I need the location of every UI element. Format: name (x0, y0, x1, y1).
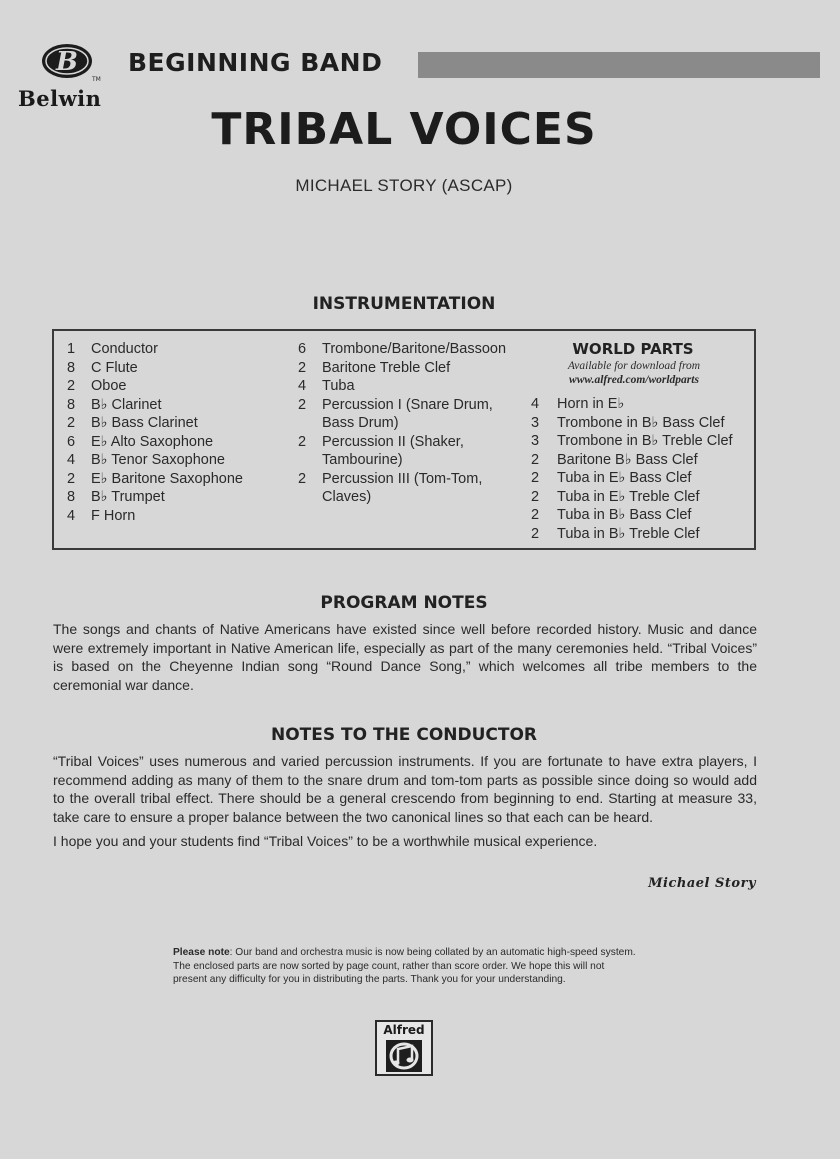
instrumentation-column-1 (67, 340, 243, 525)
list-item: 4 Tuba (298, 378, 355, 394)
trademark-mark: TM (92, 76, 101, 83)
please-note (173, 946, 639, 987)
conductor-notes-paragraph-1: “Tribal Voices” uses numerous and varied percussion instruments. If you are fortunate to have extra players, I recommend adding as many of them to the snare drum and tom-tom parts as possible since doing so would add to the overall tribal effect. There should be a general crescendo from beginning to end. Starting at measure 33, take care to ensure a proper balance between the two canonical lines so that each can be heard. (53, 753, 757, 825)
instrumentation-heading: INSTRUMENTATION (312, 294, 496, 314)
list-item: 2 Percussion III (Tom-Tom, Claves) (298, 470, 483, 505)
list-item: 2 Tuba in E♭ Bass Clef (531, 470, 692, 486)
list-item: 4 Horn in E♭ (531, 396, 625, 412)
list-item: 4 B♭ Tenor Saxophone (67, 452, 225, 468)
world-parts-url: www.alfred.com/worldparts (569, 374, 699, 386)
conductor-notes-heading: NOTES TO THE CONDUCTOR (270, 725, 538, 745)
list-item: 2 Percussion I (Snare Drum, Bass Drum) (298, 396, 493, 431)
alfred-music-icon (386, 1040, 422, 1072)
list-item: 8 B♭ Clarinet (67, 396, 162, 413)
list-item: 8 B♭ Trumpet (67, 489, 165, 505)
alfred-logo-text: Alfred (383, 1023, 425, 1037)
program-notes-text: The songs and chants of Native Americans have existed since well before recorded history. Music and dance were extremely important in Native American life, especially as part of the many ceremonies held. “Tribal Voices” is based on the Cheyenne Indian song “Round Dance Song,” which welcomes all tribe members to the ceremonial war dance. (53, 621, 757, 693)
world-parts-list (531, 395, 733, 543)
svg-text:B: B (56, 47, 78, 77)
list-item: 2 Baritone B♭ Bass Clef (531, 451, 698, 468)
list-item: 1 Conductor (67, 341, 158, 357)
world-parts-availability: Available for download from (567, 360, 701, 372)
alfred-logo (375, 1020, 433, 1076)
list-item: 2 Percussion II (Shaker, Tambourine) (298, 433, 464, 468)
world-parts-title: WORLD PARTS (572, 340, 694, 358)
piece-title: TRIBAL VOICES (211, 104, 597, 155)
program-notes-heading: PROGRAM NOTES (320, 593, 488, 613)
list-item: 3 Trombone in B♭ Treble Clef (531, 433, 733, 449)
list-item: 3 Trombone in B♭ Bass Clef (531, 414, 725, 431)
please-note-text: : Our band and orchestra music is now being collated by an automatic high-speed system. The enclosed parts are now sorted by page count, rather than score order. We hope this will not present any difficulty for you in distributing the parts. Thank you for your understanding. (173, 947, 636, 986)
list-item: 2 B♭ Bass Clarinet (67, 415, 198, 431)
composer: MICHAEL STORY (ASCAP) (295, 176, 513, 195)
series-title: BEGINNING BAND (128, 48, 383, 77)
composer-signature: Michael Story (648, 876, 756, 891)
list-item: 4 F Horn (67, 507, 136, 524)
list-item: 2 Tuba in E♭ Treble Clef (531, 488, 700, 505)
list-item: 6 Trombone/Baritone/Bassoon (298, 341, 507, 357)
list-item: 2 E♭ Baritone Saxophone (67, 470, 243, 487)
list-item: 2 Oboe (67, 378, 127, 394)
please-note-label: Please note (173, 947, 230, 958)
belwin-b-logo-icon (40, 42, 94, 80)
list-item: 8 C Flute (67, 359, 138, 376)
list-item: 2 Tuba in B♭ Bass Clef (531, 507, 692, 523)
list-item: 2 Tuba in B♭ Treble Clef (531, 525, 700, 542)
publisher-name: Belwin (18, 86, 102, 111)
instrumentation-column-2 (298, 340, 510, 507)
conductor-notes-paragraph-2: I hope you and your students find “Tribal Voices” to be a worthwhile musical experience. (53, 833, 598, 849)
series-bar (418, 52, 820, 78)
list-item: 6 E♭ Alto Saxophone (67, 433, 214, 450)
list-item: 2 Baritone Treble Clef (298, 359, 451, 376)
